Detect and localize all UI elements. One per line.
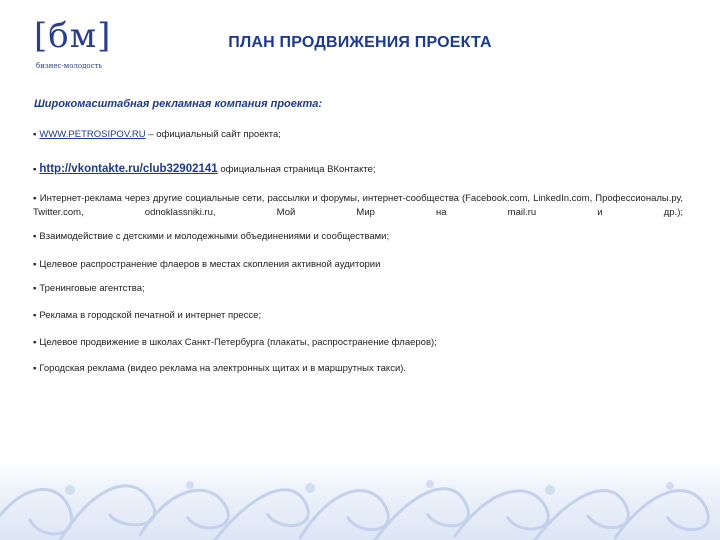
list-item <box>33 162 683 177</box>
bullet: ▪ <box>33 231 37 242</box>
bullet: ▪ <box>33 310 37 321</box>
vk-link[interactable]: http://vkontakte.ru/club32902141 <box>39 163 218 175</box>
list-item-text: Реклама в городской печатной и интернет прессе; <box>39 310 262 321</box>
bullet: ▪ <box>33 193 37 204</box>
list-item-text: официальная страница ВКонтакте; <box>217 164 376 175</box>
page-title: ПЛАН ПРОДВИЖЕНИЯ ПРОЕКТА <box>228 34 492 51</box>
section-subtitle: Широкомасштабная рекламная компания проекта: <box>34 98 323 110</box>
bullet: ▪ <box>33 337 37 348</box>
list-item-text: Тренинговые агентства; <box>39 283 145 294</box>
decorative-ornament-band <box>0 460 720 540</box>
list-item <box>33 282 683 296</box>
site-link[interactable]: WWW.PETROSIPOV.RU <box>39 129 146 140</box>
list-item <box>33 309 683 323</box>
list-item <box>33 230 683 244</box>
list-item-text: – официальный сайт проекта; <box>145 129 281 140</box>
list-item <box>33 128 683 142</box>
list-item-text: Городская реклама (видео реклама на электронных щитах и в маршрутных такси). <box>39 363 407 374</box>
list-item-text: Целевое распространение флаеров в местах скопления активной аудитории <box>39 259 381 270</box>
logo-subtitle: бизнес-молодость <box>36 62 103 70</box>
list-item-text: Интернет-реклама через другие социальные сети, рассылки и форумы, интернет-сообщества (Facebook.com, LinkedIn.com, Профессионалы.ру, Twitter.com, odnoklassniki.ru, Мой Мир на mail.ru и др.); <box>33 193 683 218</box>
list-item-text: Взаимодействие с детскими и молодежными объединениями и сообществами; <box>39 231 390 242</box>
logo <box>34 14 112 70</box>
list-item <box>33 192 683 234</box>
list-item-text: Целевое продвижение в школах Санкт-Петербурга (плакаты, распространение флаеров); <box>39 337 437 348</box>
bullet: ▪ <box>33 363 37 374</box>
bullet: ▪ <box>33 164 37 175</box>
ornament-swirls-icon <box>0 460 720 540</box>
list-item <box>33 362 683 376</box>
bullet: ▪ <box>33 283 37 294</box>
list-item <box>33 258 683 272</box>
logo-mark: [бм] <box>34 16 112 56</box>
bullet: ▪ <box>33 129 37 140</box>
bullet: ▪ <box>33 259 37 270</box>
list-item <box>33 336 683 350</box>
